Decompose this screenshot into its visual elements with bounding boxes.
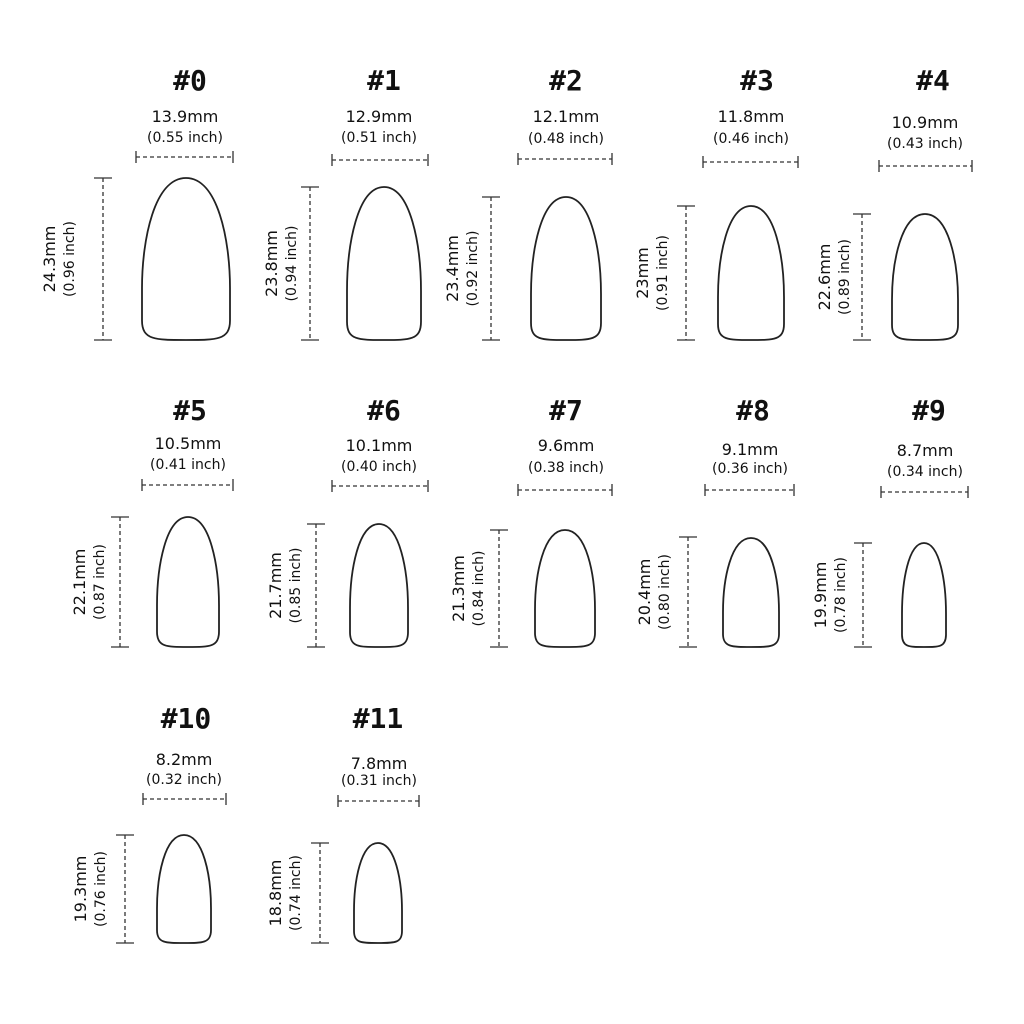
width-inch-label: (0.32 inch) <box>146 772 222 788</box>
nail-outline <box>723 538 779 647</box>
nail-outline <box>892 214 958 340</box>
width-mm-label: 11.8mm <box>717 107 785 126</box>
length-inch-label: (0.76 inch) <box>93 851 109 927</box>
size-number: #8 <box>736 394 770 427</box>
size-number: #3 <box>740 64 774 97</box>
width-inch-label: (0.36 inch) <box>712 461 788 477</box>
length-mm-label: 18.8mm <box>266 859 285 927</box>
nail-outline <box>142 178 230 340</box>
length-inch-label: (0.89 inch) <box>837 239 853 315</box>
length-mm-label: 20.4mm <box>635 558 654 626</box>
width-mm-label: 10.5mm <box>154 434 222 453</box>
width-mm-label: 10.1mm <box>345 436 413 455</box>
nail-outline <box>902 543 946 647</box>
size-number: #2 <box>549 64 583 97</box>
length-mm-label: 21.7mm <box>266 552 285 619</box>
width-inch-label: (0.40 inch) <box>341 459 417 475</box>
nail-outline <box>157 835 211 943</box>
length-inch-label: (0.87 inch) <box>92 544 108 620</box>
size-number: #9 <box>912 394 946 427</box>
length-mm-label: 23.4mm <box>443 235 462 302</box>
size-number: #11 <box>352 702 404 735</box>
width-inch-label: (0.46 inch) <box>713 131 789 147</box>
length-inch-label: (0.92 inch) <box>465 230 481 307</box>
length-inch-label: (0.84 inch) <box>471 550 487 627</box>
width-inch-label: (0.43 inch) <box>887 136 963 152</box>
nail-outline <box>535 530 595 647</box>
size-number: #6 <box>367 394 401 427</box>
length-inch-label: (0.74 inch) <box>288 855 304 931</box>
width-mm-label: 7.8mm <box>350 754 408 773</box>
length-mm-label: 22.1mm <box>70 548 89 616</box>
width-mm-label: 9.1mm <box>721 440 779 459</box>
width-mm-label: 12.1mm <box>532 107 600 126</box>
width-mm-label: 12.9mm <box>345 107 413 126</box>
length-inch-label: (0.85 inch) <box>288 547 304 624</box>
nail-outline <box>718 206 784 340</box>
nail-outline <box>354 843 402 943</box>
width-inch-label: (0.48 inch) <box>528 131 604 147</box>
nail-outline <box>350 524 408 647</box>
length-inch-label: (0.94 inch) <box>284 225 300 302</box>
length-inch-label: (0.91 inch) <box>655 235 671 311</box>
width-mm-label: 8.7mm <box>896 441 954 460</box>
length-mm-label: 19.3mm <box>71 855 90 923</box>
nail-outline <box>531 197 601 340</box>
width-inch-label: (0.41 inch) <box>150 457 226 473</box>
length-inch-label: (0.78 inch) <box>833 557 849 633</box>
width-inch-label: (0.55 inch) <box>147 130 223 146</box>
width-mm-label: 9.6mm <box>537 436 595 455</box>
width-mm-label: 13.9mm <box>151 107 219 126</box>
size-number: #5 <box>173 394 207 427</box>
length-mm-label: 19.9mm <box>811 561 830 629</box>
size-number: #10 <box>160 702 212 735</box>
nail-outline <box>347 187 421 340</box>
width-inch-label: (0.51 inch) <box>341 130 417 146</box>
width-inch-label: (0.34 inch) <box>887 464 963 480</box>
width-inch-label: (0.31 inch) <box>341 773 417 789</box>
length-mm-label: 23mm <box>633 247 652 299</box>
length-mm-label: 21.3mm <box>449 555 468 622</box>
size-number: #0 <box>173 64 207 97</box>
length-mm-label: 22.6mm <box>815 243 834 311</box>
length-inch-label: (0.96 inch) <box>62 221 78 297</box>
width-inch-label: (0.38 inch) <box>528 460 604 476</box>
length-mm-label: 24.3mm <box>40 225 59 293</box>
nail-outline <box>157 517 219 647</box>
length-inch-label: (0.80 inch) <box>657 554 673 630</box>
size-number: #1 <box>367 64 401 97</box>
width-mm-label: 10.9mm <box>891 113 959 132</box>
width-mm-label: 8.2mm <box>155 750 213 769</box>
length-mm-label: 23.8mm <box>262 230 281 297</box>
size-number: #4 <box>916 64 950 97</box>
size-number: #7 <box>549 394 583 427</box>
